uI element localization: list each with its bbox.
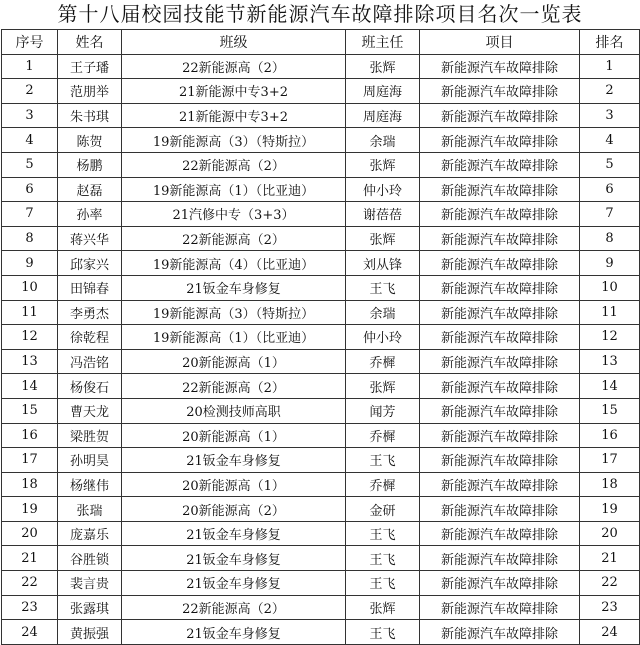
- results-table: [1, 29, 640, 645]
- cell-project: 新能源汽车故障排除: [420, 275, 580, 300]
- table-row: [2, 251, 640, 276]
- cell-teacher: 金研: [346, 497, 420, 522]
- cell-project: 新能源汽车故障排除: [420, 177, 580, 202]
- table-row: [2, 398, 640, 423]
- cell-rank: 23: [580, 595, 640, 620]
- cell-rank: 11: [580, 300, 640, 325]
- cell-class: 21新能源中专3+2: [122, 103, 346, 128]
- cell-teacher: 闻芳: [346, 398, 420, 423]
- cell-name: 杨鹏: [58, 152, 122, 177]
- cell-project: 新能源汽车故障排除: [420, 472, 580, 497]
- cell-project: 新能源汽车故障排除: [420, 300, 580, 325]
- cell-name: 杨俊石: [58, 374, 122, 399]
- cell-name: 冯浩铭: [58, 349, 122, 374]
- table-row: [2, 202, 640, 227]
- cell-name: 邱家兴: [58, 251, 122, 276]
- cell-index: 21: [2, 546, 58, 571]
- table-row: [2, 423, 640, 448]
- cell-rank: 22: [580, 571, 640, 596]
- cell-teacher: 张辉: [346, 54, 420, 79]
- cell-name: 张露琪: [58, 595, 122, 620]
- cell-project: 新能源汽车故障排除: [420, 226, 580, 251]
- cell-name: 梁胜贺: [58, 423, 122, 448]
- cell-index: 9: [2, 251, 58, 276]
- cell-project: 新能源汽车故障排除: [420, 128, 580, 153]
- cell-project: 新能源汽车故障排除: [420, 571, 580, 596]
- cell-name: 陈贺: [58, 128, 122, 153]
- table-row: [2, 521, 640, 546]
- cell-class: 19新能源高（3）（特斯拉）: [122, 128, 346, 153]
- cell-class: 21钣金车身修复: [122, 275, 346, 300]
- cell-rank: 10: [580, 275, 640, 300]
- cell-teacher: 仲小玲: [346, 325, 420, 350]
- cell-name: 裴言贵: [58, 571, 122, 596]
- cell-index: 24: [2, 620, 58, 645]
- table-row: [2, 128, 640, 153]
- cell-class: 22新能源高（2）: [122, 226, 346, 251]
- cell-index: 12: [2, 325, 58, 350]
- cell-rank: 24: [580, 620, 640, 645]
- cell-name: 蒋兴华: [58, 226, 122, 251]
- cell-rank: 20: [580, 521, 640, 546]
- table-body: [2, 54, 640, 644]
- cell-class: 19新能源高（4）（比亚迪）: [122, 251, 346, 276]
- cell-class: 22新能源高（2）: [122, 374, 346, 399]
- cell-project: 新能源汽车故障排除: [420, 595, 580, 620]
- cell-class: 20新能源高（1）: [122, 349, 346, 374]
- header-name: 姓名: [58, 30, 122, 55]
- cell-name: 田锦春: [58, 275, 122, 300]
- cell-class: 19新能源高（1）（比亚迪）: [122, 325, 346, 350]
- cell-class: 22新能源高（2）: [122, 152, 346, 177]
- cell-class: 19新能源高（3）（特斯拉）: [122, 300, 346, 325]
- table-row: [2, 448, 640, 473]
- table-row: [2, 571, 640, 596]
- cell-teacher: 张辉: [346, 152, 420, 177]
- cell-index: 22: [2, 571, 58, 596]
- cell-class: 22新能源高（2）: [122, 595, 346, 620]
- cell-teacher: 余瑞: [346, 300, 420, 325]
- cell-class: 20检测技师高职: [122, 398, 346, 423]
- cell-index: 1: [2, 54, 58, 79]
- cell-rank: 21: [580, 546, 640, 571]
- header-row: [2, 30, 640, 55]
- cell-project: 新能源汽车故障排除: [420, 251, 580, 276]
- cell-rank: 2: [580, 79, 640, 104]
- cell-name: 徐乾程: [58, 325, 122, 350]
- cell-name: 朱书琪: [58, 103, 122, 128]
- table-row: [2, 546, 640, 571]
- table-row: [2, 103, 640, 128]
- cell-teacher: 张辉: [346, 226, 420, 251]
- cell-name: 杨继伟: [58, 472, 122, 497]
- table-row: [2, 349, 640, 374]
- cell-teacher: 谢蓓蓓: [346, 202, 420, 227]
- header-teacher: 班主任: [346, 30, 420, 55]
- cell-rank: 6: [580, 177, 640, 202]
- cell-index: 18: [2, 472, 58, 497]
- header-class: 班级: [122, 30, 346, 55]
- header-rank: 排名: [580, 30, 640, 55]
- table-row: [2, 79, 640, 104]
- cell-name: 谷胜锁: [58, 546, 122, 571]
- cell-index: 3: [2, 103, 58, 128]
- cell-rank: 5: [580, 152, 640, 177]
- cell-class: 19新能源高（1）（比亚迪）: [122, 177, 346, 202]
- cell-rank: 16: [580, 423, 640, 448]
- cell-class: 22新能源高（2）: [122, 54, 346, 79]
- cell-project: 新能源汽车故障排除: [420, 423, 580, 448]
- cell-index: 2: [2, 79, 58, 104]
- cell-index: 4: [2, 128, 58, 153]
- cell-rank: 17: [580, 448, 640, 473]
- cell-teacher: 王飞: [346, 546, 420, 571]
- cell-teacher: 仲小玲: [346, 177, 420, 202]
- table-row: [2, 325, 640, 350]
- cell-rank: 8: [580, 226, 640, 251]
- cell-teacher: 张辉: [346, 595, 420, 620]
- cell-name: 黄振强: [58, 620, 122, 645]
- cell-project: 新能源汽车故障排除: [420, 79, 580, 104]
- cell-class: 20新能源高（1）: [122, 423, 346, 448]
- cell-project: 新能源汽车故障排除: [420, 374, 580, 399]
- table-row: [2, 620, 640, 645]
- cell-project: 新能源汽车故障排除: [420, 152, 580, 177]
- cell-teacher: 乔樨: [346, 349, 420, 374]
- cell-teacher: 乔樨: [346, 423, 420, 448]
- table-row: [2, 226, 640, 251]
- cell-teacher: 王飞: [346, 275, 420, 300]
- cell-teacher: 张辉: [346, 374, 420, 399]
- cell-rank: 14: [580, 374, 640, 399]
- cell-rank: 13: [580, 349, 640, 374]
- cell-name: 王子璠: [58, 54, 122, 79]
- cell-rank: 19: [580, 497, 640, 522]
- cell-class: 21钣金车身修复: [122, 448, 346, 473]
- cell-project: 新能源汽车故障排除: [420, 546, 580, 571]
- cell-class: 21新能源中专3+2: [122, 79, 346, 104]
- cell-index: 5: [2, 152, 58, 177]
- table-row: [2, 472, 640, 497]
- cell-project: 新能源汽车故障排除: [420, 325, 580, 350]
- cell-class: 21钣金车身修复: [122, 521, 346, 546]
- cell-teacher: 周庭海: [346, 103, 420, 128]
- cell-index: 10: [2, 275, 58, 300]
- cell-name: 范朋举: [58, 79, 122, 104]
- cell-index: 13: [2, 349, 58, 374]
- cell-teacher: 周庭海: [346, 79, 420, 104]
- cell-index: 11: [2, 300, 58, 325]
- table-row: [2, 275, 640, 300]
- cell-teacher: 王飞: [346, 620, 420, 645]
- cell-class: 21钣金车身修复: [122, 620, 346, 645]
- table-row: [2, 54, 640, 79]
- cell-name: 曹天龙: [58, 398, 122, 423]
- table-row: [2, 152, 640, 177]
- cell-teacher: 王飞: [346, 571, 420, 596]
- table-row: [2, 374, 640, 399]
- cell-project: 新能源汽车故障排除: [420, 103, 580, 128]
- table-row: [2, 177, 640, 202]
- cell-teacher: 王飞: [346, 521, 420, 546]
- table-row: [2, 300, 640, 325]
- cell-project: 新能源汽车故障排除: [420, 448, 580, 473]
- cell-teacher: 刘从锋: [346, 251, 420, 276]
- cell-index: 20: [2, 521, 58, 546]
- cell-class: 21汽修中专（3+3）: [122, 202, 346, 227]
- cell-name: 李勇杰: [58, 300, 122, 325]
- cell-project: 新能源汽车故障排除: [420, 398, 580, 423]
- cell-index: 19: [2, 497, 58, 522]
- cell-project: 新能源汽车故障排除: [420, 54, 580, 79]
- cell-rank: 1: [580, 54, 640, 79]
- cell-rank: 15: [580, 398, 640, 423]
- header-project: 项目: [420, 30, 580, 55]
- cell-name: 孙明昊: [58, 448, 122, 473]
- table-row: [2, 595, 640, 620]
- cell-rank: 3: [580, 103, 640, 128]
- cell-rank: 18: [580, 472, 640, 497]
- cell-class: 21钣金车身修复: [122, 571, 346, 596]
- cell-index: 16: [2, 423, 58, 448]
- cell-teacher: 余瑞: [346, 128, 420, 153]
- cell-name: 孙率: [58, 202, 122, 227]
- cell-index: 7: [2, 202, 58, 227]
- cell-class: 21钣金车身修复: [122, 546, 346, 571]
- cell-index: 23: [2, 595, 58, 620]
- table-row: [2, 497, 640, 522]
- cell-name: 赵磊: [58, 177, 122, 202]
- cell-index: 17: [2, 448, 58, 473]
- cell-teacher: 乔樨: [346, 472, 420, 497]
- cell-index: 8: [2, 226, 58, 251]
- cell-name: 张瑞: [58, 497, 122, 522]
- cell-name: 庞嘉乐: [58, 521, 122, 546]
- cell-project: 新能源汽车故障排除: [420, 521, 580, 546]
- cell-project: 新能源汽车故障排除: [420, 349, 580, 374]
- document-title: 第十八届校园技能节新能源汽车故障排除项目名次一览表: [57, 2, 583, 26]
- cell-index: 14: [2, 374, 58, 399]
- cell-teacher: 王飞: [346, 448, 420, 473]
- cell-project: 新能源汽车故障排除: [420, 497, 580, 522]
- cell-class: 20新能源高（2）: [122, 497, 346, 522]
- header-index: 序号: [2, 30, 58, 55]
- cell-project: 新能源汽车故障排除: [420, 620, 580, 645]
- cell-project: 新能源汽车故障排除: [420, 202, 580, 227]
- cell-index: 6: [2, 177, 58, 202]
- cell-index: 15: [2, 398, 58, 423]
- cell-rank: 7: [580, 202, 640, 227]
- cell-class: 20新能源高（1）: [122, 472, 346, 497]
- cell-rank: 4: [580, 128, 640, 153]
- cell-rank: 12: [580, 325, 640, 350]
- cell-rank: 9: [580, 251, 640, 276]
